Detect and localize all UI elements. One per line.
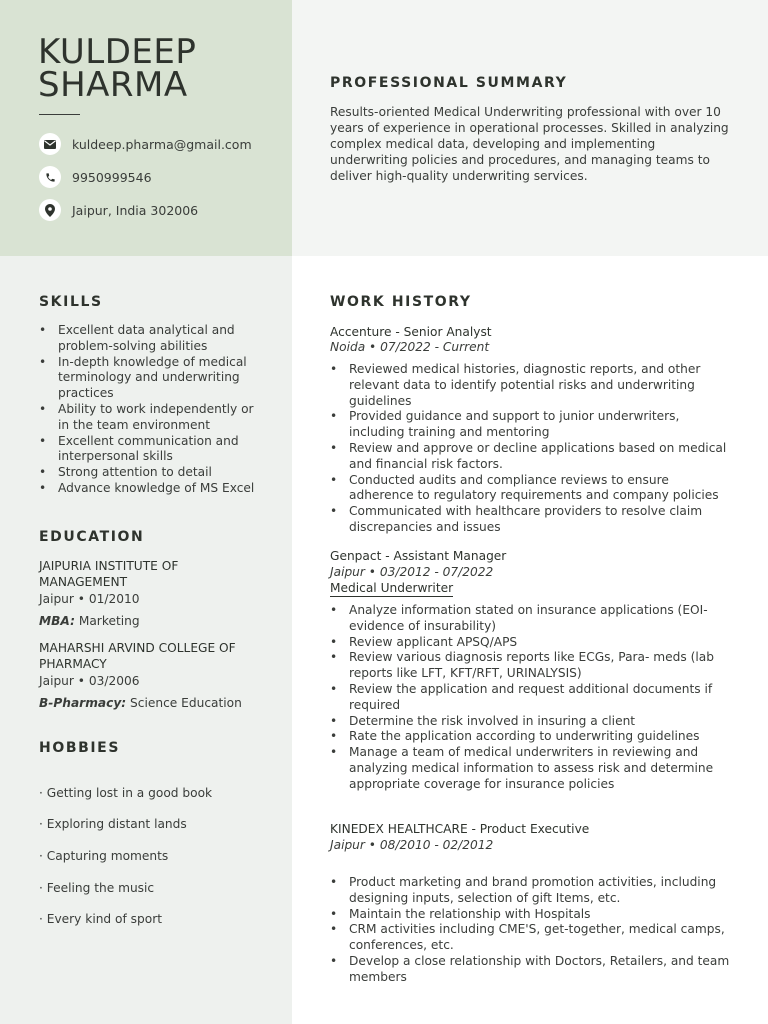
- degree-line: [39, 695, 269, 711]
- job-bullet: • CRM activities including CME'S, get-together, medical camps, conferences, etc.: [330, 922, 730, 954]
- job-meta: Jaipur • 03/2012 - 07/2022: [330, 565, 494, 579]
- degree-name: MBA:: [39, 614, 75, 628]
- job-title: Accenture - Senior Analyst: [330, 325, 492, 339]
- skills-heading: SKILLS: [39, 294, 103, 310]
- education-heading: EDUCATION: [39, 529, 145, 545]
- candidate-name: [38, 32, 197, 105]
- job-bullet: • Rate the application according to underwriting guidelines: [330, 729, 730, 745]
- hobby-item: · Feeling the music: [39, 881, 155, 895]
- job-bullet: • Develop a close relationship with Doctors, Retailers, and team members: [330, 954, 730, 986]
- work-history-heading: WORK HISTORY: [330, 294, 472, 310]
- job-role: Medical Underwriter: [330, 581, 454, 595]
- email-text: kuldeep.pharma@gmail.com: [72, 136, 252, 152]
- job-meta: Jaipur • 08/2010 - 02/2012: [330, 838, 494, 852]
- degree-field: Marketing: [78, 614, 140, 628]
- education-entry: [39, 558, 269, 629]
- education-entry: [39, 640, 269, 711]
- school-name: MAHARSHI ARVIND COLLEGE OF PHARMACY: [39, 641, 236, 671]
- school-date: 03/2006: [88, 674, 140, 688]
- hobbies-heading: HOBBIES: [39, 740, 121, 756]
- school-name: JAIPURIA INSTITUTE OF MANAGEMENT: [39, 559, 179, 589]
- degree-field: Science Education: [130, 696, 242, 710]
- job-meta: Noida • 07/2022 - Current: [330, 340, 490, 354]
- job-title: KINEDEX HEALTHCARE - Product Executive: [330, 822, 590, 836]
- contact-email[interactable]: [39, 133, 252, 155]
- job-bullet: • Manage a team of medical underwriters in reviewing and analyzing medical information to assess risk and determine appropriate coverage for insurance policies: [330, 745, 730, 792]
- summary-text: Results-oriented Medical Underwriting professional with over 10 years of experience in operational processes. Skilled in analyzing complex medical data, developing and implementing underwriting policies and procedures, and managing teams to deliver high-quality underwriting services.: [330, 105, 729, 183]
- location-pin-icon: [39, 199, 61, 221]
- skills-list: [39, 323, 257, 497]
- job-bullet: • Review various diagnosis reports like ECGs, Para- meds (lab reports like LFT, KFT/RFT, URINALYSIS): [330, 650, 730, 682]
- envelope-icon: [39, 133, 61, 155]
- hobby-item: · Getting lost in a good book: [39, 786, 213, 800]
- skill-item: • Ability to work independently or in the team environment: [39, 402, 257, 434]
- job-bullet: • Review and approve or decline applications based on medical and financial risk factors.: [330, 441, 730, 473]
- job-bullet: • Review applicant APSQ/APS: [330, 635, 730, 651]
- skill-item: • Excellent communication and interpersonal skills: [39, 434, 257, 466]
- hobby-item: · Every kind of sport: [39, 912, 162, 926]
- degree-name: B-Pharmacy:: [39, 696, 127, 710]
- job-bullets: [330, 362, 730, 536]
- contact-phone[interactable]: [39, 166, 152, 188]
- phone-text: 9950999546: [72, 169, 152, 185]
- job-bullet: • Maintain the relationship with Hospitals: [330, 907, 730, 923]
- name-last: SHARMA: [38, 65, 188, 105]
- phone-icon: [39, 166, 61, 188]
- degree-line: [39, 613, 269, 629]
- school-city: Jaipur: [39, 674, 74, 688]
- name-divider: [39, 114, 80, 115]
- school-meta: Jaipur • 01/2010: [39, 592, 140, 606]
- job-bullets: [330, 875, 730, 986]
- hobby-item: · Exploring distant lands: [39, 817, 187, 831]
- summary-heading: PROFESSIONAL SUMMARY: [330, 75, 568, 91]
- job-bullets: [330, 603, 730, 793]
- contact-location: [39, 199, 198, 221]
- skill-item: • In-depth knowledge of medical terminology and underwriting practices: [39, 355, 257, 402]
- skill-item: • Excellent data analytical and problem-solving abilities: [39, 323, 257, 355]
- job-bullet: • Provided guidance and support to junior underwriters, including training and mentoring: [330, 409, 730, 441]
- job-bullet: • Communicated with healthcare providers to resolve claim discrepancies and issues: [330, 504, 730, 536]
- school-meta: Jaipur • 03/2006: [39, 674, 140, 688]
- hobby-item: · Capturing moments: [39, 849, 169, 863]
- job-bullet: • Reviewed medical histories, diagnostic reports, and other relevant data to identify potential risks and underwriting guidelines: [330, 362, 730, 409]
- job-title: Genpact - Assistant Manager: [330, 549, 507, 563]
- location-text: Jaipur, India 302006: [72, 202, 199, 218]
- job-bullet: • Determine the risk involved in insuring a client: [330, 714, 730, 730]
- job-bullet: • Review the application and request additional documents if required: [330, 682, 730, 714]
- job-bullet: • Analyze information stated on insurance applications (EOI- evidence of insurability): [330, 603, 730, 635]
- school-date: 01/2010: [88, 592, 140, 606]
- name-first: KULDEEP: [38, 32, 197, 72]
- skill-item: • Advance knowledge of MS Excel: [39, 481, 257, 497]
- job-bullet: • Conducted audits and compliance reviews to ensure adherence to regulatory requirements and company policies: [330, 473, 730, 505]
- skill-item: • Strong attention to detail: [39, 465, 257, 481]
- school-city: Jaipur: [39, 592, 74, 606]
- job-bullet: • Product marketing and brand promotion activities, including designing inputs, selection of gift Items, etc.: [330, 875, 730, 907]
